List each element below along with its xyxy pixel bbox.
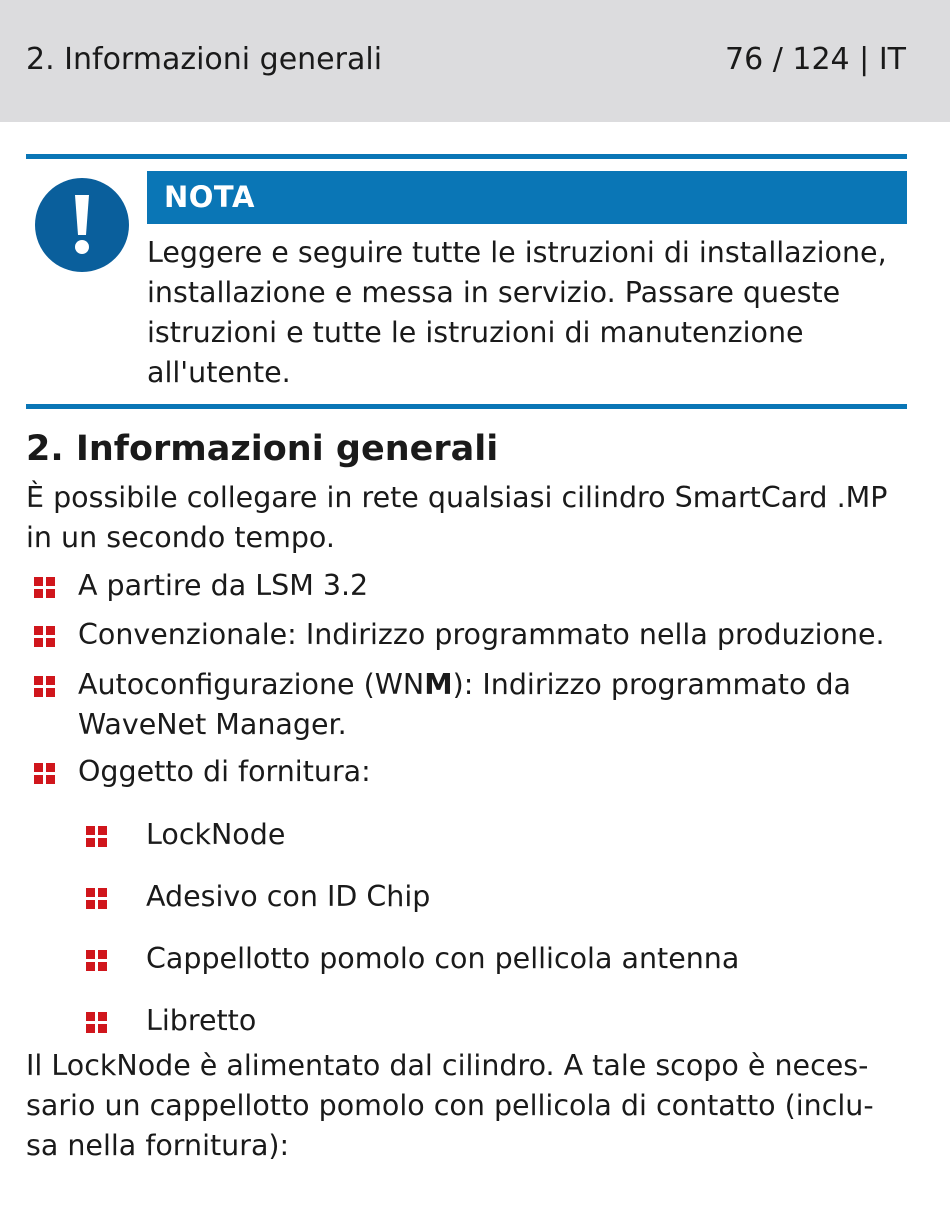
intro-line: È possibile collegare in rete qualsiasi cilindro SmartCard .MP	[26, 481, 888, 514]
header-page-number: 76 / 124 | IT	[725, 42, 906, 77]
list-item-text-bold: M	[424, 668, 453, 701]
list-item-text: Convenzionale: Indirizzo programmato nella produzione.	[78, 618, 885, 651]
list-item-text-continued: WaveNet Manager.	[78, 708, 347, 741]
sub-list-item-text: Adesivo con ID Chip	[146, 880, 431, 913]
bullet-icon	[34, 763, 56, 785]
bullet-icon	[34, 577, 56, 599]
exclamation-icon	[35, 178, 129, 272]
closing-line: sa nella fornitura):	[26, 1129, 290, 1162]
bullet-icon	[86, 888, 108, 910]
note-line: installazione e messa in servizio. Passare queste	[147, 276, 841, 309]
note-bottom-rule	[26, 404, 907, 409]
header-section-title: 2. Informazioni generali	[26, 42, 383, 77]
bullet-icon	[86, 950, 108, 972]
sub-list-item-text: LockNode	[146, 818, 286, 851]
section-heading: 2. Informazioni generali	[26, 429, 499, 469]
closing-line: sario un cappellotto pomolo con pellicola di contatto (inclu-	[26, 1089, 874, 1122]
list-item-text: Oggetto di fornitura:	[78, 755, 371, 788]
bullet-icon	[34, 676, 56, 698]
list-item-text: A partire da LSM 3.2	[78, 569, 369, 602]
list-item-text	[78, 665, 851, 705]
note-line: Leggere e seguire tutte le istruzioni di installazione,	[147, 236, 887, 269]
list-item-text-part: Autoconfigurazione (WN	[78, 668, 425, 701]
list-item-text-part: ): Indirizzo programmato da	[452, 668, 852, 701]
intro-line: in un secondo tempo.	[26, 521, 335, 554]
note-line: istruzioni e tutte le istruzioni di manutenzione	[147, 316, 804, 349]
page-header	[0, 0, 950, 122]
closing-line: Il LockNode è alimentato dal cilindro. A tale scopo è neces-	[26, 1049, 869, 1082]
note-line: all'utente.	[147, 356, 291, 389]
intro-paragraph	[26, 478, 916, 558]
bullet-icon	[86, 1012, 108, 1034]
note-text	[147, 233, 907, 393]
bullet-icon	[34, 626, 56, 648]
sub-list-item-text: Cappellotto pomolo con pellicola antenna	[146, 942, 740, 975]
note-title: NOTA	[164, 180, 255, 214]
note-title-bar	[147, 171, 907, 224]
bullet-icon	[86, 826, 108, 848]
sub-list-item-text: Libretto	[146, 1004, 257, 1037]
closing-paragraph	[26, 1046, 916, 1166]
note-top-rule	[26, 154, 907, 159]
